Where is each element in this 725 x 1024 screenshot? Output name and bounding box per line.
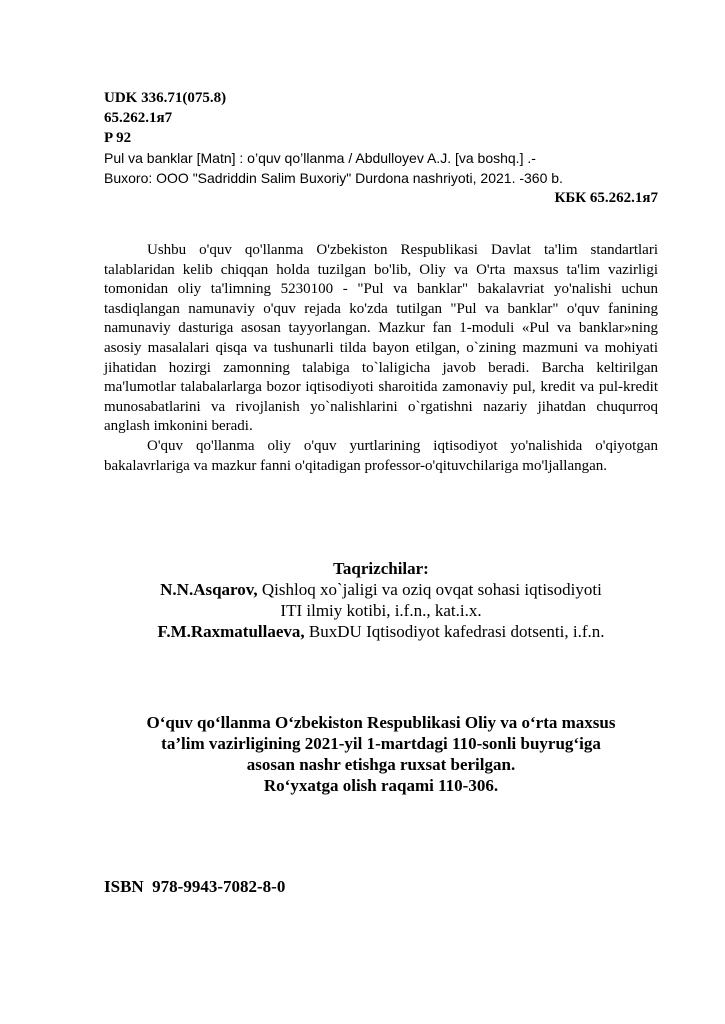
reviewer-1	[84, 579, 678, 600]
reviewer-2-name: F.M.Raxmatullaeva,	[157, 622, 305, 641]
publication-permission	[84, 712, 678, 796]
reviewer-1-name: N.N.Asqarov,	[160, 580, 258, 599]
reviewers-block	[84, 558, 678, 642]
reviewer-2	[84, 621, 678, 642]
reviewers-title: Taqrizchilar:	[333, 559, 429, 578]
reviewer-2-description: BuxDU Iqtisodiyot kafedrasi dotsenti, i.f.n.	[304, 622, 605, 641]
permission-line-2: ta’lim vazirligining 2021-yil 1-martdagi 110-sonli buyrug‘iga	[161, 734, 601, 753]
permission-line-3: asosan nashr etishga ruxsat berilgan.	[246, 755, 516, 774]
bibliographic-entry-line1: Pul va banklar [Matn] : o’quv qo’llanma / Abdulloyev A.J. [va boshq.] .-	[104, 150, 536, 166]
bibliographic-block	[104, 88, 658, 208]
registration-number: Ro‘yxatga olish raqami 110-306.	[263, 776, 499, 795]
udk-code: UDK 336.71(075.8)	[104, 90, 227, 106]
isbn: ISBN 978-9943-7082-8-0	[104, 877, 286, 896]
reviewer-1-description-cont: ITI ilmiy kotibi, i.f.n., kat.i.x.	[280, 601, 482, 620]
abstract	[104, 241, 658, 476]
author-sign: P 92	[104, 130, 132, 146]
permission-line-1: O‘quv qo‘llanma O‘zbekiston Respublikasi Oliy va o‘rta maxsus	[146, 713, 616, 732]
abstract-paragraph-1: Ushbu o'quv qo'llanma O'zbekiston Respublikasi Davlat ta'lim standartlari talablaridan kelib chiqqan holda tuzilgan bo'lib, Oliy va O'rta maxsus ta'lim vazirligi tomonidan oliy ta'limning 5230100 - "Pul va banklar" bakalavriat yo'nalishi uchun tasdiqlangan namunaviy o'quv rejada ko'zda tutilgan "Pul va banklar" o'quv fanining namunaviy dasturiga asosan tayyorlangan. Mazkur fan 1-moduli «Pul va banklar»ning asosiy masalalari qisqa va tushunarli tilda bayon etilgan, o`zining mazmuni va mohiyati jihatidan hozirgi zamonning talabiga to`laligicha javob beradi. Barcha keltirilgan ma'lumotlar talabalarlarga bozor iqtisodiyoti sharoitida zamonaviy pul, kredit va pul-kredit munosabatlarini va rivojlanish yo`nalishlarini o`rgatishni nazariy jihatdan chuqurroq anglash imkonini beradi.	[104, 242, 658, 435]
bbk-code: 65.262.1я7	[104, 110, 173, 126]
abstract-paragraph-2: O'quv qo'llanma oliy o'quv yurtlarining iqtisodiyot yo'nalishida o'qiyotgan bakalavrlariga va mazkur fanni o'qitadigan professor-o'qituvchilariga mo'ljallangan.	[104, 437, 658, 474]
reviewer-1-description: Qishloq xo`jaligi va oziq ovqat sohasi iqtisodiyoti	[257, 580, 602, 599]
bbk-right-code: КБК 65.262.1я7	[554, 190, 658, 206]
bibliographic-entry-line2: Buxoro: OOO "Sadriddin Salim Buxoriy" Durdona nashriyoti, 2021. -360 b.	[104, 170, 563, 186]
